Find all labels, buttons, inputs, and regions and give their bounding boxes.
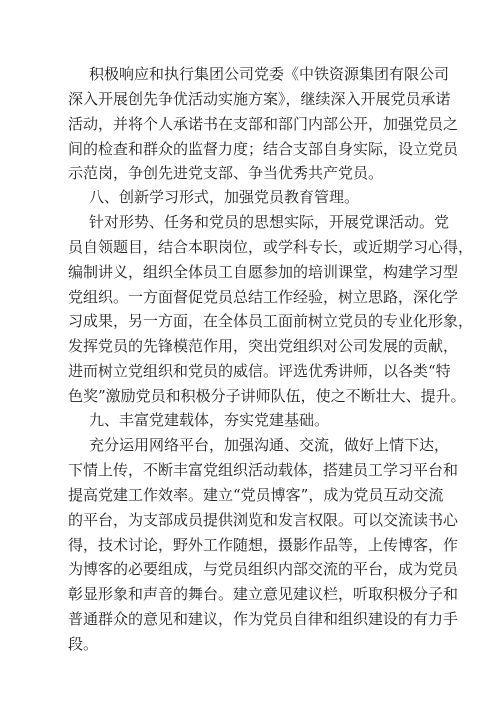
paragraph-3-line-5: 习成果，另一方面，在全体员工面前树立党员的专业化形象，	[68, 312, 474, 330]
paragraph-5-line-7: 彰显形象和声音的舞台。建立意见建议栏，听取积极分子和	[68, 585, 459, 603]
section-heading-8: 八、创新学习形式，加强党员教育管理。	[89, 188, 360, 206]
paragraph-3-line-3: 编制讲义，组织全体员工自愿参加的培训课堂，构建学习型	[68, 263, 459, 281]
paragraph-3-line-4: 党组织。一方面督促党员总结工作经验，树立思路，深化学	[68, 288, 459, 306]
paragraph-1-line-2: 深入开展创先争优活动实施方案》，继续深入开展党员承诺	[68, 90, 451, 108]
paragraph-5-line-6: 为博客的必要组成，与党员组织内部交流的平台，成为党员	[68, 560, 459, 578]
paragraph-5-line-8: 普通群众的意见和建议，作为党员自律和组织建设的有力手	[68, 610, 459, 628]
paragraph-3-line-7: 进而树立党组织和党员的威信。评选优秀讲师，以各类“特	[68, 362, 451, 380]
paragraph-3-line-1: 针对形势、任务和党员的思想实际，开展党课活动。党	[89, 213, 450, 231]
section-heading-9: 九、丰富党建载体，夯实党建基础。	[89, 411, 330, 429]
paragraph-5-line-1: 充分运用网络平台，加强沟通、交流，做好上情下达，	[89, 436, 450, 454]
paragraph-1-line-3: 活动，并将个人承诺书在支部和部门内部公开，加强党员之	[68, 115, 459, 133]
paragraph-5-line-5: 得，技术讨论，野外工作随想，摄影作品等，上传博客，作	[68, 536, 459, 554]
paragraph-3-line-2: 员自领题目，结合本职岗位，或学科专长，或近期学习心得，	[68, 238, 474, 256]
paragraph-1-line-5: 示范岗，争创先进党支部、争当优秀共产党员。	[68, 164, 384, 182]
paragraph-5-line-4: 的平台，为支部成员提供浏览和发言权限。可以交流读书心	[68, 511, 459, 529]
paragraph-5-line-9: 段。	[68, 635, 99, 653]
paragraph-1-line-4: 间的检查和群众的监督力度；结合支部自身实际，设立党员	[68, 140, 459, 158]
paragraph-3-line-8: 色奖”激励党员和积极分子讲师队伍，使之不断壮大、提升。	[68, 387, 466, 405]
paragraph-1-line-1: 积极响应和执行集团公司党委《中铁资源集团有限公司	[89, 65, 450, 83]
paragraph-5-line-2: 下情上传，不断丰富党组织活动载体，搭建员工学习平台和	[68, 461, 459, 479]
paragraph-5-line-3: 提高党建工作效率。建立“党员博客”，成为党员互动交流	[68, 486, 444, 504]
paragraph-3-line-6: 发挥党员的先锋模范作用，突出党组织对公司发展的贡献，	[68, 337, 459, 355]
